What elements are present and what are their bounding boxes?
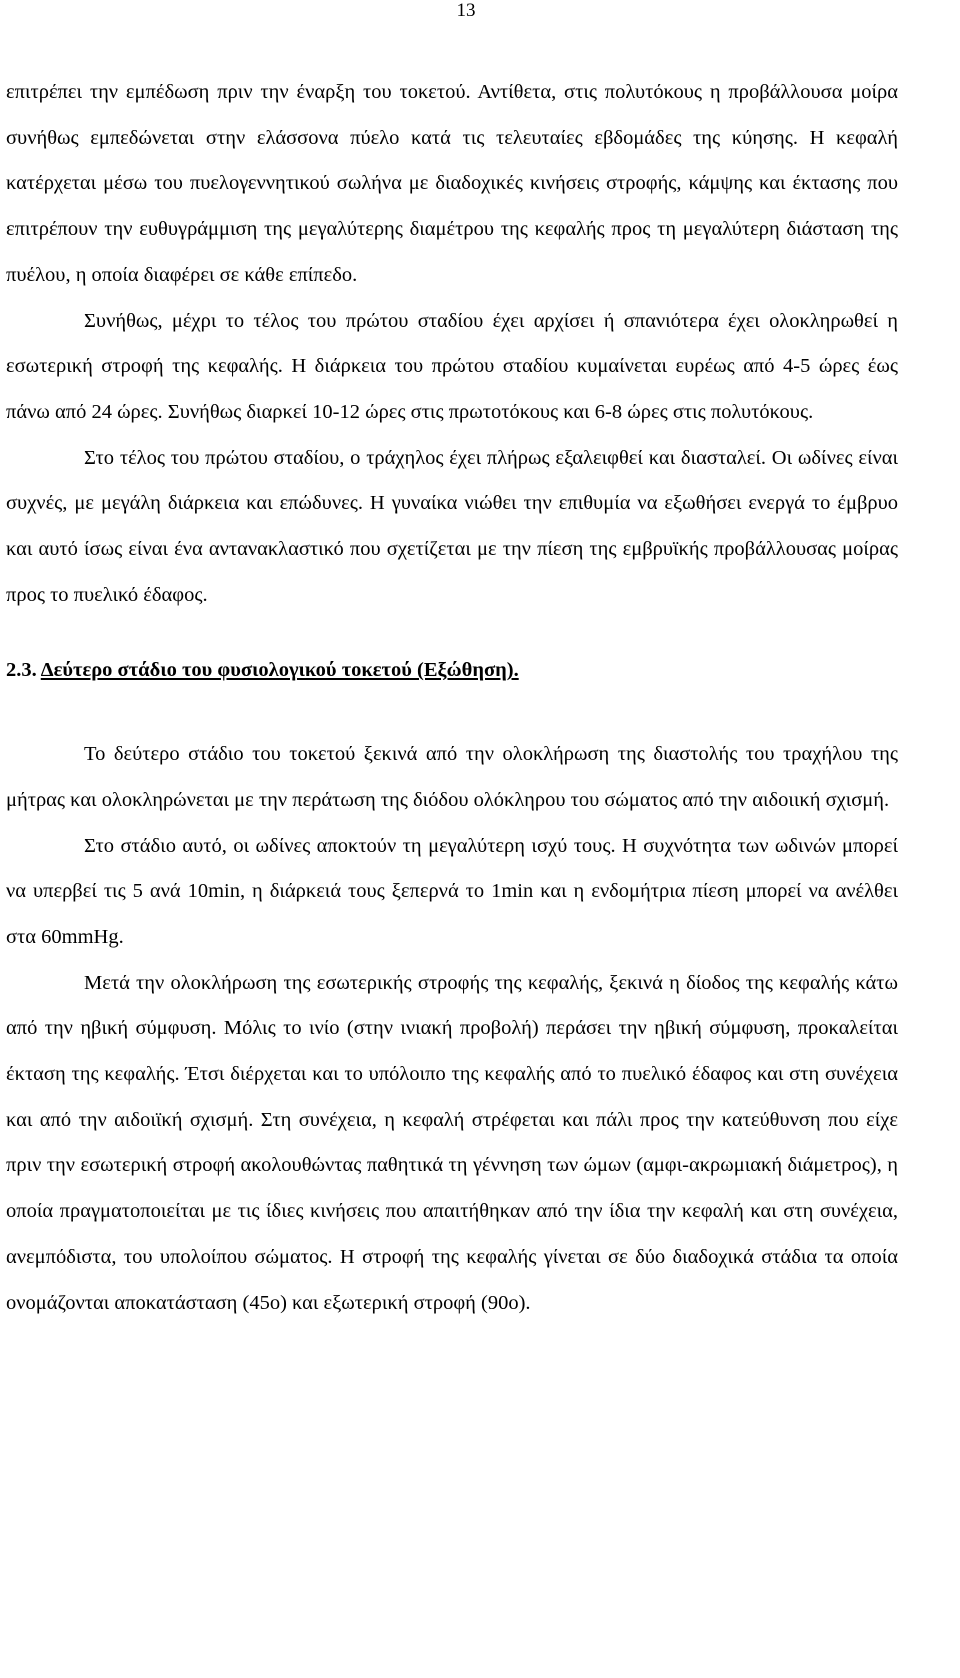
- section-heading: [6, 648, 898, 694]
- page-number: 13: [456, 0, 476, 21]
- paragraph: Στο τέλος του πρώτου σταδίου, ο τράχηλος έχει πλήρως εξαλειφθεί και διασταλεί. Οι ωδίνες είναι συχνές, με μεγάλη διάρκεια και επώδυνες. Η γυναίκα νιώθει την επιθυμία να εξωθήσει ενεργά το έμβρυο και αυτό ίσως είναι ένα αντανακλαστικό που σχετίζεται με την πίεση της εμβρυϊκής προβάλλουσας μοίρας προς το πυελικό έδαφος.: [6, 446, 898, 606]
- paragraph: Μετά την ολοκλήρωση της εσωτερικής στροφής της κεφαλής, ξεκινά η δίοδος της κεφαλής κάτω από την ηβική σύμφυση. Μόλις το ινίο (στην ινιακή προβολή) περάσει την ηβική σύμφυση, προκαλείται έκταση της κεφαλής. Έτσι διέρχεται και το υπόλοιπο της κεφαλής από το πυελικό έδαφος και στη συνέχεια και από την αιδοιϊκή σχισμή. Στη συνέχεια, η κεφαλή στρέφεται και πάλι προς την κατεύθυνση που είχε πριν την εσωτερική στροφή ακολουθώντας παθητικά τη γέννηση των ώμων (αμφι-ακρωμιακή διάμετρος), η οποία πραγματοποιείται με τις ίδιες κινήσεις που απαιτήθηκαν από την ίδια την κεφαλή και στη συνέχεια, ανεμπόδιστα, του υπολοίπου σώματος. Η στροφή της κεφαλής γίνεται σε δύο διαδοχικά στάδια τα οποία ονομάζονται αποκατάσταση (45ο) και εξωτερική στροφή (90ο).: [6, 971, 898, 1314]
- document-page: [6, 0, 898, 1678]
- body-text: [6, 70, 898, 1326]
- paragraph: Στο στάδιο αυτό, οι ωδίνες αποκτούν τη μεγαλύτερη ισχύ τους. Η συχνότητα των ωδινών μπορεί να υπερβεί τις 5 ανά 10min, η διάρκειά τους ξεπερνά το 1min και η ενδομήτρια πίεση μπορεί να ανέλθει στα 60mmHg.: [6, 834, 898, 948]
- section-heading-title: Δεύτερο στάδιο του φυσιολογικού τοκετού (Εξώθηση).: [40, 659, 519, 682]
- section-heading-number: 2.3.: [6, 659, 37, 682]
- paragraph: Συνήθως, μέχρι το τέλος του πρώτου σταδίου έχει αρχίσει ή σπανιότερα έχει ολοκληρωθεί η εσωτερική στροφή της κεφαλής. Η διάρκεια του πρώτου σταδίου κυμαίνεται ευρέως από 4-5 ώρες έως πάνω από 24 ώρες. Συνήθως διαρκεί 10-12 ώρες στις πρωτοτόκους και 6-8 ώρες στις πολυτόκους.: [6, 309, 898, 423]
- paragraph: Το δεύτερο στάδιο του τοκετού ξεκινά από την ολοκλήρωση της διαστολής του τραχήλου της μήτρας και ολοκληρώνεται με την περάτωση της διόδου ολόκληρου του σώματος από την αιδοιική σχισμή.: [6, 743, 898, 811]
- paragraph: επιτρέπει την εμπέδωση πριν την έναρξη του τοκετού. Αντίθετα, στις πολυτόκους η προβάλλουσα μοίρα συνήθως εμπεδώνεται στην ελάσσονα πύελο κατά τις τελευταίες εβδομάδες της κύησης. Η κεφαλή κατέρχεται μέσω του πυελογεννητικού σωλήνα με διαδοχικές κινήσεις στροφής, κάμψης και έκτασης που επιτρέπουν την ευθυγράμμιση της μεγαλύτερης διαμέτρου της κεφαλής προς τη μεγαλύτερη διάσταση της πυέλου, η οποία διαφέρει σε κάθε επίπεδο.: [6, 81, 898, 286]
